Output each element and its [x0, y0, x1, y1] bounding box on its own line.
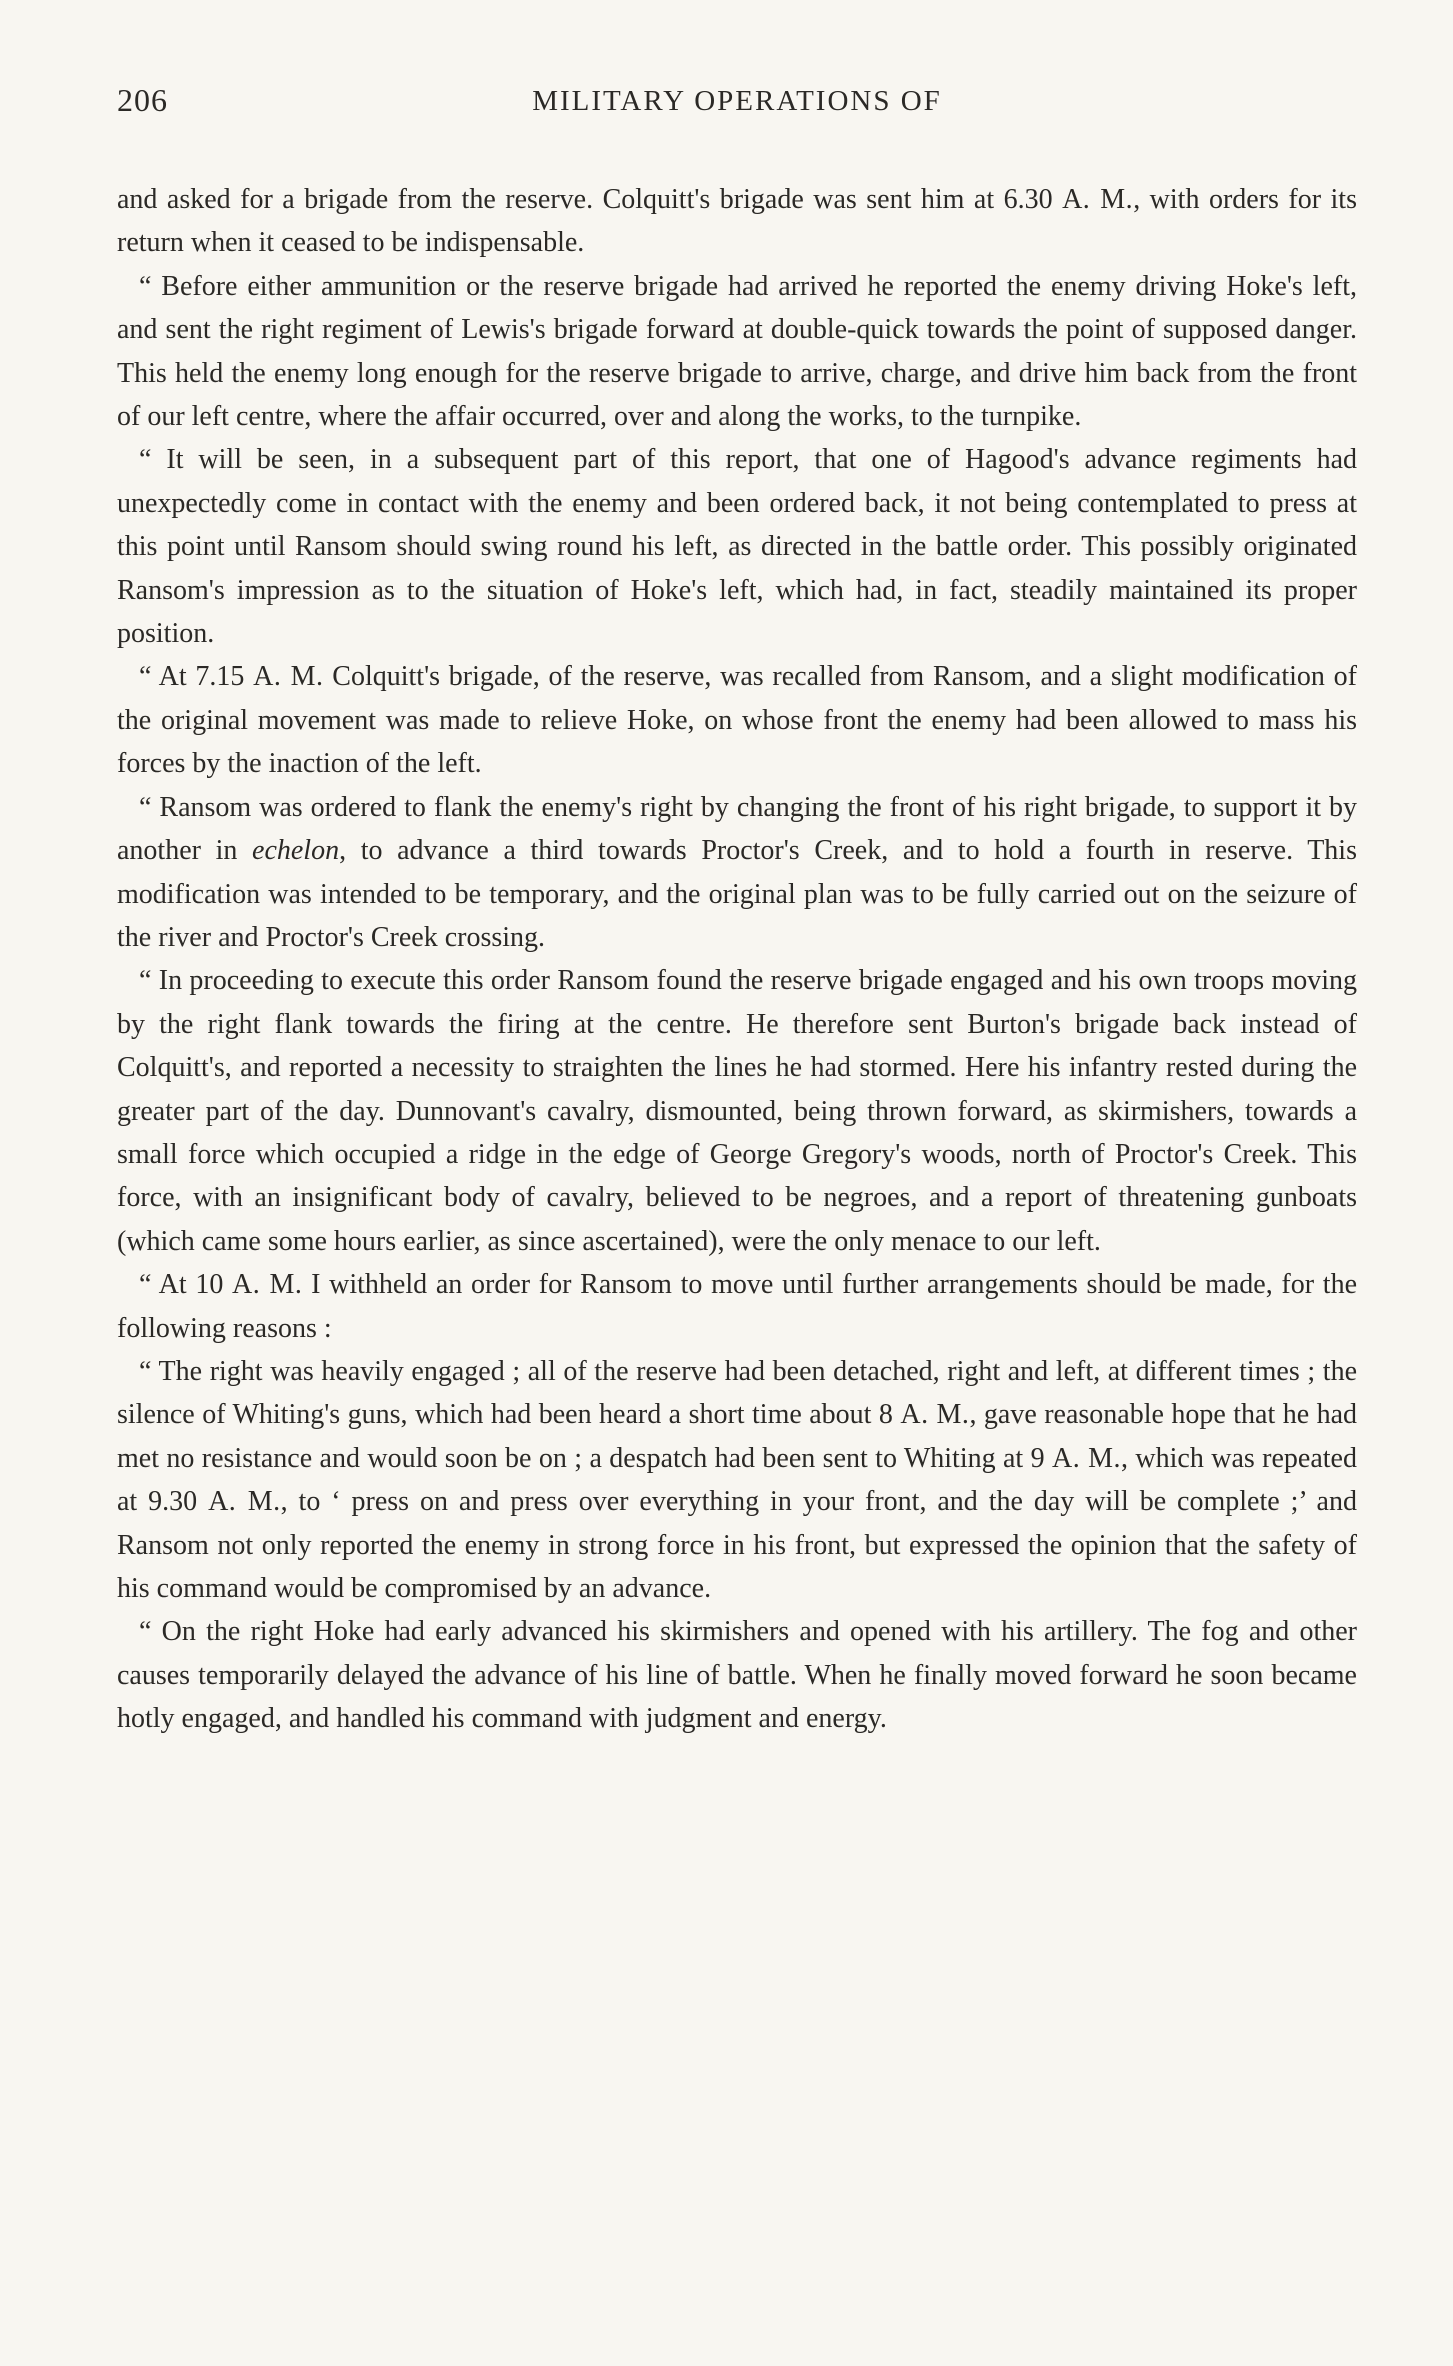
page-number: 206 — [117, 82, 168, 118]
paragraph-2: “ Before either ammunition or the reserve brigade had arrived he reported the enemy driving Hoke's left, and sent the right regiment of Lewis's brigade forward at double-quick towards the point of supposed danger. This held the enemy long enough for the reserve brigade to arrive, charge, and drive him back from the front of our left centre, where the affair occurred, over and along the works, to the turnpike. — [117, 270, 1357, 433]
paragraph-3: “ It will be seen, in a subsequent part of this report, that one of Hagood's advance regiments had unexpectedly come in contact with the enemy and been ordered back, it not being contemplated to press at this point until Ransom should swing round his left, as directed in the battle order. This possibly originated Ransom's impression as to the situation of Hoke's left, which had, in fact, steadily maintained its proper position. — [117, 444, 1357, 650]
paragraph-7-text-b: I withheld an order for Ransom to move until further arrangements should be made, for the following reasons : — [117, 1269, 1358, 1344]
paragraph-5 — [117, 786, 1357, 960]
paragraph-8-text-c: , which was repeated at 9.30 — [117, 1442, 1357, 1518]
paragraph-4-text-a: “ At 7.15 — [139, 661, 254, 693]
paragraph-8-time-b: A. M. — [1052, 1442, 1122, 1474]
paragraph-5-text-b: , to advance a third towards Proctor's Creek, and to hold a fourth in reserve. This modification was intended to be temporary, and the original plan was to be fully carried out on the seizure of the river and Proctor's Creek crossing. — [117, 835, 1357, 953]
document-page — [117, 82, 1357, 2322]
paragraph-1-text-b: , with orders for its return when it ceased to be indispensable. — [117, 184, 1357, 259]
paragraph-9: “ On the right Hoke had early advanced his skirmishers and opened with his artillery. The fog and other causes temporarily delayed the advance of his line of battle. When he finally moved forward he soon became hotly engaged, and handled his command with judgment and energy. — [117, 1616, 1357, 1735]
paragraph-4 — [117, 655, 1357, 785]
paragraph-8 — [117, 1350, 1357, 1610]
paragraph-1 — [117, 178, 1357, 265]
paragraph-8-time-c: A. M. — [208, 1486, 281, 1518]
paragraph-7 — [117, 1263, 1357, 1350]
paragraph-4-time: A. M. — [253, 661, 324, 693]
paragraph-4-text-b: Colquitt's brigade, of the reserve, was recalled from Ransom, and a slight modification of the original movement was made to relieve Hoke, on whose front the enemy had been allowed to mass his forces by the inaction of the left. — [117, 661, 1357, 780]
paragraph-1-time: A. M. — [1062, 184, 1134, 215]
paragraph-5-italic-term: echelon — [252, 835, 340, 867]
paragraph-7-text-a: “ At 10 — [139, 1269, 233, 1301]
paragraph-6: “ In proceeding to execute this order Ransom found the reserve brigade engaged and his own troops moving by the right flank towards the firing at the centre. He therefore sent Burton's brigade back instead of Colquitt's, and reported a necessity to straighten the lines he had stormed. Here his infantry rested during the greater part of the day. Dunnovant's cavalry, dismounted, being thrown forward, as skirmishers, towards a small force which occupied a ridge in the edge of George Gregory's woods, north of Proctor's Creek. This force, with an insignificant body of cavalry, believed to be negroes, and a report of threatening gunboats (which came some hours earlier, as since ascertained), were the only menace to our left. — [117, 965, 1357, 1257]
paragraph-8-text-b: , gave reasonable hope that he had met no resistance and would soon be on ; a despatch had been sent to Whiting at 9 — [117, 1399, 1357, 1474]
paragraph-8-text-a: “ The right was heavily engaged ; all of the reserve had been detached, right and left, at different times ; the silence of Whiting's guns, which had been heard a short time about 8 — [117, 1355, 1357, 1431]
paragraph-1-text-a: and asked for a brigade from the reserve. Colquitt's brigade was sent him at 6.30 — [117, 184, 1063, 215]
running-head: MILITARY OPERATIONS OF — [532, 85, 942, 117]
paragraph-5-text-a: “ Ransom was ordered to flank the enemy's right by changing the front of his right brigade, to support it by another in — [117, 791, 1357, 867]
paragraph-8-time-a: A. M. — [900, 1399, 970, 1431]
body-text — [117, 178, 1357, 1741]
paragraph-8-text-d: , to ‘ press on and press over everything in your front, and the day will be complete ;’ and Ransom not only reported the enemy in strong force in his front, but expressed the opinion that the safety of his command would be compromised by an advance. — [117, 1486, 1357, 1604]
page-header — [117, 82, 1357, 130]
paragraph-7-time: A. M. — [232, 1269, 303, 1301]
